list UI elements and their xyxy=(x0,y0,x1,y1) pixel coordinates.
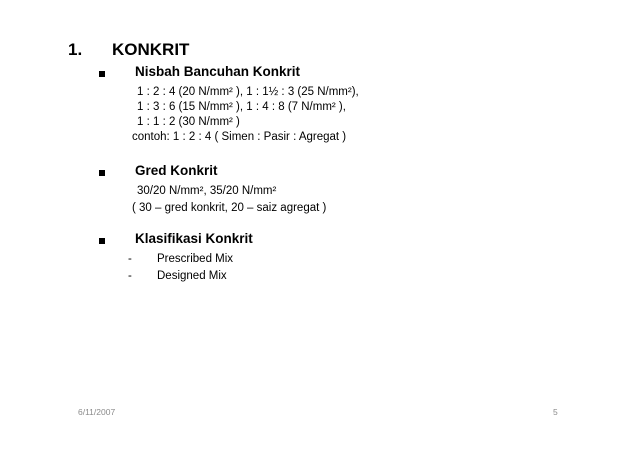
mix-ratio-line-1: 1 : 2 : 4 (20 N/mm² ), 1 : 1½ : 3 (25 N/mm²), xyxy=(137,86,359,98)
mix-ratio-line-3: 1 : 1 : 2 (30 N/mm² ) xyxy=(137,116,240,128)
heading-number: 1. xyxy=(68,40,83,59)
mix-ratio-example: contoh: 1 : 2 : 4 ( Simen : Pasir : Agregat ) xyxy=(132,131,347,143)
section-title-gred: Gred Konkrit xyxy=(135,163,218,178)
heading-title: KONKRIT xyxy=(112,40,190,59)
list-dash: - xyxy=(128,253,132,265)
mix-ratio-line-2: 1 : 3 : 6 (15 N/mm² ), 1 : 4 : 8 (7 N/mm² ), xyxy=(137,101,346,113)
list-dash: - xyxy=(128,270,132,282)
square-bullet-icon xyxy=(99,238,105,244)
section-title-nisbah: Nisbah Bancuhan Konkrit xyxy=(135,64,301,79)
list-item-designed-mix: Designed Mix xyxy=(157,270,227,282)
square-bullet-icon xyxy=(99,170,105,176)
grade-line-1: 30/20 N/mm², 35/20 N/mm² xyxy=(137,185,277,197)
footer-date: 6/11/2007 xyxy=(78,407,116,417)
footer-page-number: 5 xyxy=(553,407,558,417)
grade-line-2: ( 30 – gred konkrit, 20 – saiz agregat ) xyxy=(132,202,327,214)
square-bullet-icon xyxy=(99,71,105,77)
section-title-klasifikasi: Klasifikasi Konkrit xyxy=(135,231,253,246)
list-item-prescribed-mix: Prescribed Mix xyxy=(157,253,234,265)
